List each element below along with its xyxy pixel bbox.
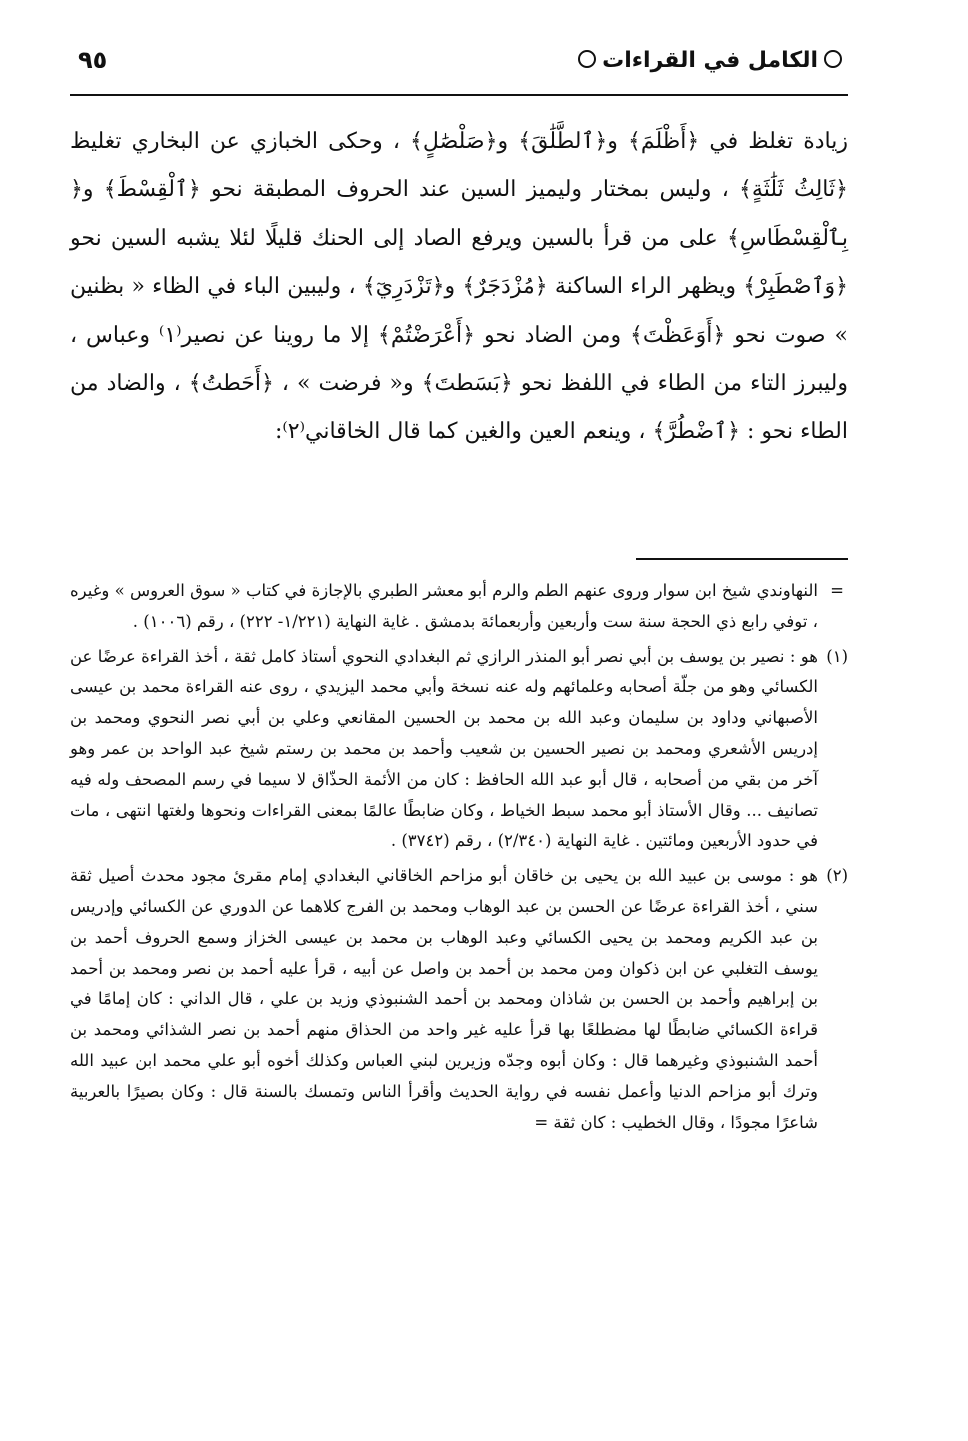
circle-ornament-icon bbox=[824, 50, 842, 68]
page-header bbox=[70, 42, 848, 90]
footnote-continuation bbox=[70, 576, 848, 638]
footnote-mark: (١) bbox=[826, 646, 848, 666]
footnotes bbox=[70, 576, 848, 1142]
circle-ornament-icon bbox=[578, 50, 596, 68]
footnote-text: هو : موسى بن عبيد الله بن يحيى بن خاقان أبو مزاحم الخاقاني البغدادي إمام مقرئ مجود محدث أصيل ثقة سني ، أخذ القراءة عرضًا عن الحسن بن عبد الوهاب ومحمد بن الفرج كلاهما عن الدوري عن الكسائي وإدريس بن عبد الكريم ومحمد بن يحيى الكسائي وعبد الوهاب بن محمد بن عيسى الخزاز وسمع الحروف أحمد بن يوسف التغلبي عن ابن ذكوان ومن محمد بن أحمد بن واصل عن أبيه ، قرأ عليه أحمد بن نصر ومحمد بن أحمد بن إبراهيم وأحمد بن الحسن بن شاذان ومحمد بن أحمد الشنبوذي وزيد بن علي ، قال الداني : كان إمامًا في قراءة الكسائي ضابطًا لها مضطلعًا بها قرأ عليه غير واحد من الحذاق منهم أحمد بن نصر الشذائي ومحمد بن أحمد الشنبوذي وغيرهما قال : وكان أبوه وجدّه وزيرين لبني العباس وكذلك أخوه أبو علي محمد ابن عبيد الله وترك أبو مزاحم الدنيا وأعمل نفسه في رواية الحديث وأقرأ الناس وتمسك بالسنة قال : وكان بصيرًا بالعربية شاعرًا مجودًا ، وقال الخطيب : كان ثقة = bbox=[70, 866, 818, 1132]
main-paragraph: زيادة تغلظ في ﴿أَظْلَمَ﴾ و﴿ٱلطَّلَٰقَ﴾ و﴿صَلْصَٰلٍ﴾ ، وحكى الخبازي عن البخاري تغليظ ﴿ثَالِثُ ثَلَٰثَةٍ﴾ ، وليس بمختار وليميز السين عند الحروف المطبقة نحو ﴿ٱلْقِسْطَ﴾ و﴿ بِٱلْقِسْطَاسِ﴾ على من قرأ بالسين ويرفع الصاد إلى الحنك قليلًا لئلا يشبه السين نحو ﴿وَٱصْطَبِرْ﴾ ويظهر الراء الساكنة ﴿مُزْدَجَرٌ﴾ و﴿تَزْدَرِيٓ﴾ ، وليبين الباء في الظاء « بظنين » صوت نحو ﴿أَوَعَظْتَ﴾ ومن الضاد نحو ﴿أَعْرَضْتُمْ﴾ إلا ما روينا عن نصير⁽١⁾ وعباس ، وليبرز التاء من الطاء في اللفظ نحو ﴿بَسَطتَ﴾ و« فرضت » ، ﴿أَحَطتُ﴾ ، والضاد من الطاء نحو : ﴿ٱضْطُرَّ﴾ ، وينعم العين والغين كما قال الخاقاني⁽٢⁾: bbox=[70, 129, 848, 445]
footnote-text: هو : نصير بن يوسف بن أبي نصر أبو المنذر الرازي ثم البغدادي النحوي أستاذ كامل ثقة ، أخذ القراءة عرضًا عن الكسائي وهو من جلّة أصحابه وعلمائهم وله عنه نسخة وأبي محمد اليزيدي ، روى عنه القراءة محمد بن عيسى الأصبهاني وداود بن سليمان وعبد الله بن محمد بن الحسين المقانعي وعلي بن أبي نصر النحوي ومحمد بن إدريس الأشعري ومحمد بن نصير الحسين بن شعيب وأحمد بن محمد بن رستم شيخ عبد الواحد بن عمر وهو آخر من بقي من أصحابه ، قال أبو عبد الله الحافظ : كان من الأئمة الحذّاق لا سيما في رسم المصحف وله فيه تصانيف ... وقال الأستاذ أبو محمد سبط الخياط ، وكان ضابطًا عالمًا بمعنى القراءات ونحوها ولغتها انتهى ، مات في حدود الأربعين ومائتين . غاية النهاية (٢/٣٤٠) ، رقم (٣٧٤٢) . bbox=[70, 646, 818, 851]
page-number: ٩٥ bbox=[78, 46, 108, 74]
footnote-mark: (٢) bbox=[826, 866, 848, 886]
footnote-text: النهاوندي شيخ ابن سوار وروى عنهم الطم والرم أبو معشر الطبري بالإجازة في كتاب « سوق العروس » وغيره ، توفي رابع ذي الحجة سنة ست وأربعين وأربعمائة بدمشق . غاية النهاية (١/٢٢١- ٢٢٢) ، رقم (١٠٠٦) . bbox=[70, 581, 818, 631]
header-rule bbox=[70, 94, 848, 96]
footnote-1 bbox=[70, 642, 848, 858]
footnote-separator bbox=[636, 558, 848, 560]
running-title bbox=[572, 48, 848, 73]
footnote-2 bbox=[70, 861, 848, 1138]
footnote-mark: = bbox=[830, 581, 844, 600]
running-title-text: الكامل في القراءات bbox=[602, 48, 818, 73]
